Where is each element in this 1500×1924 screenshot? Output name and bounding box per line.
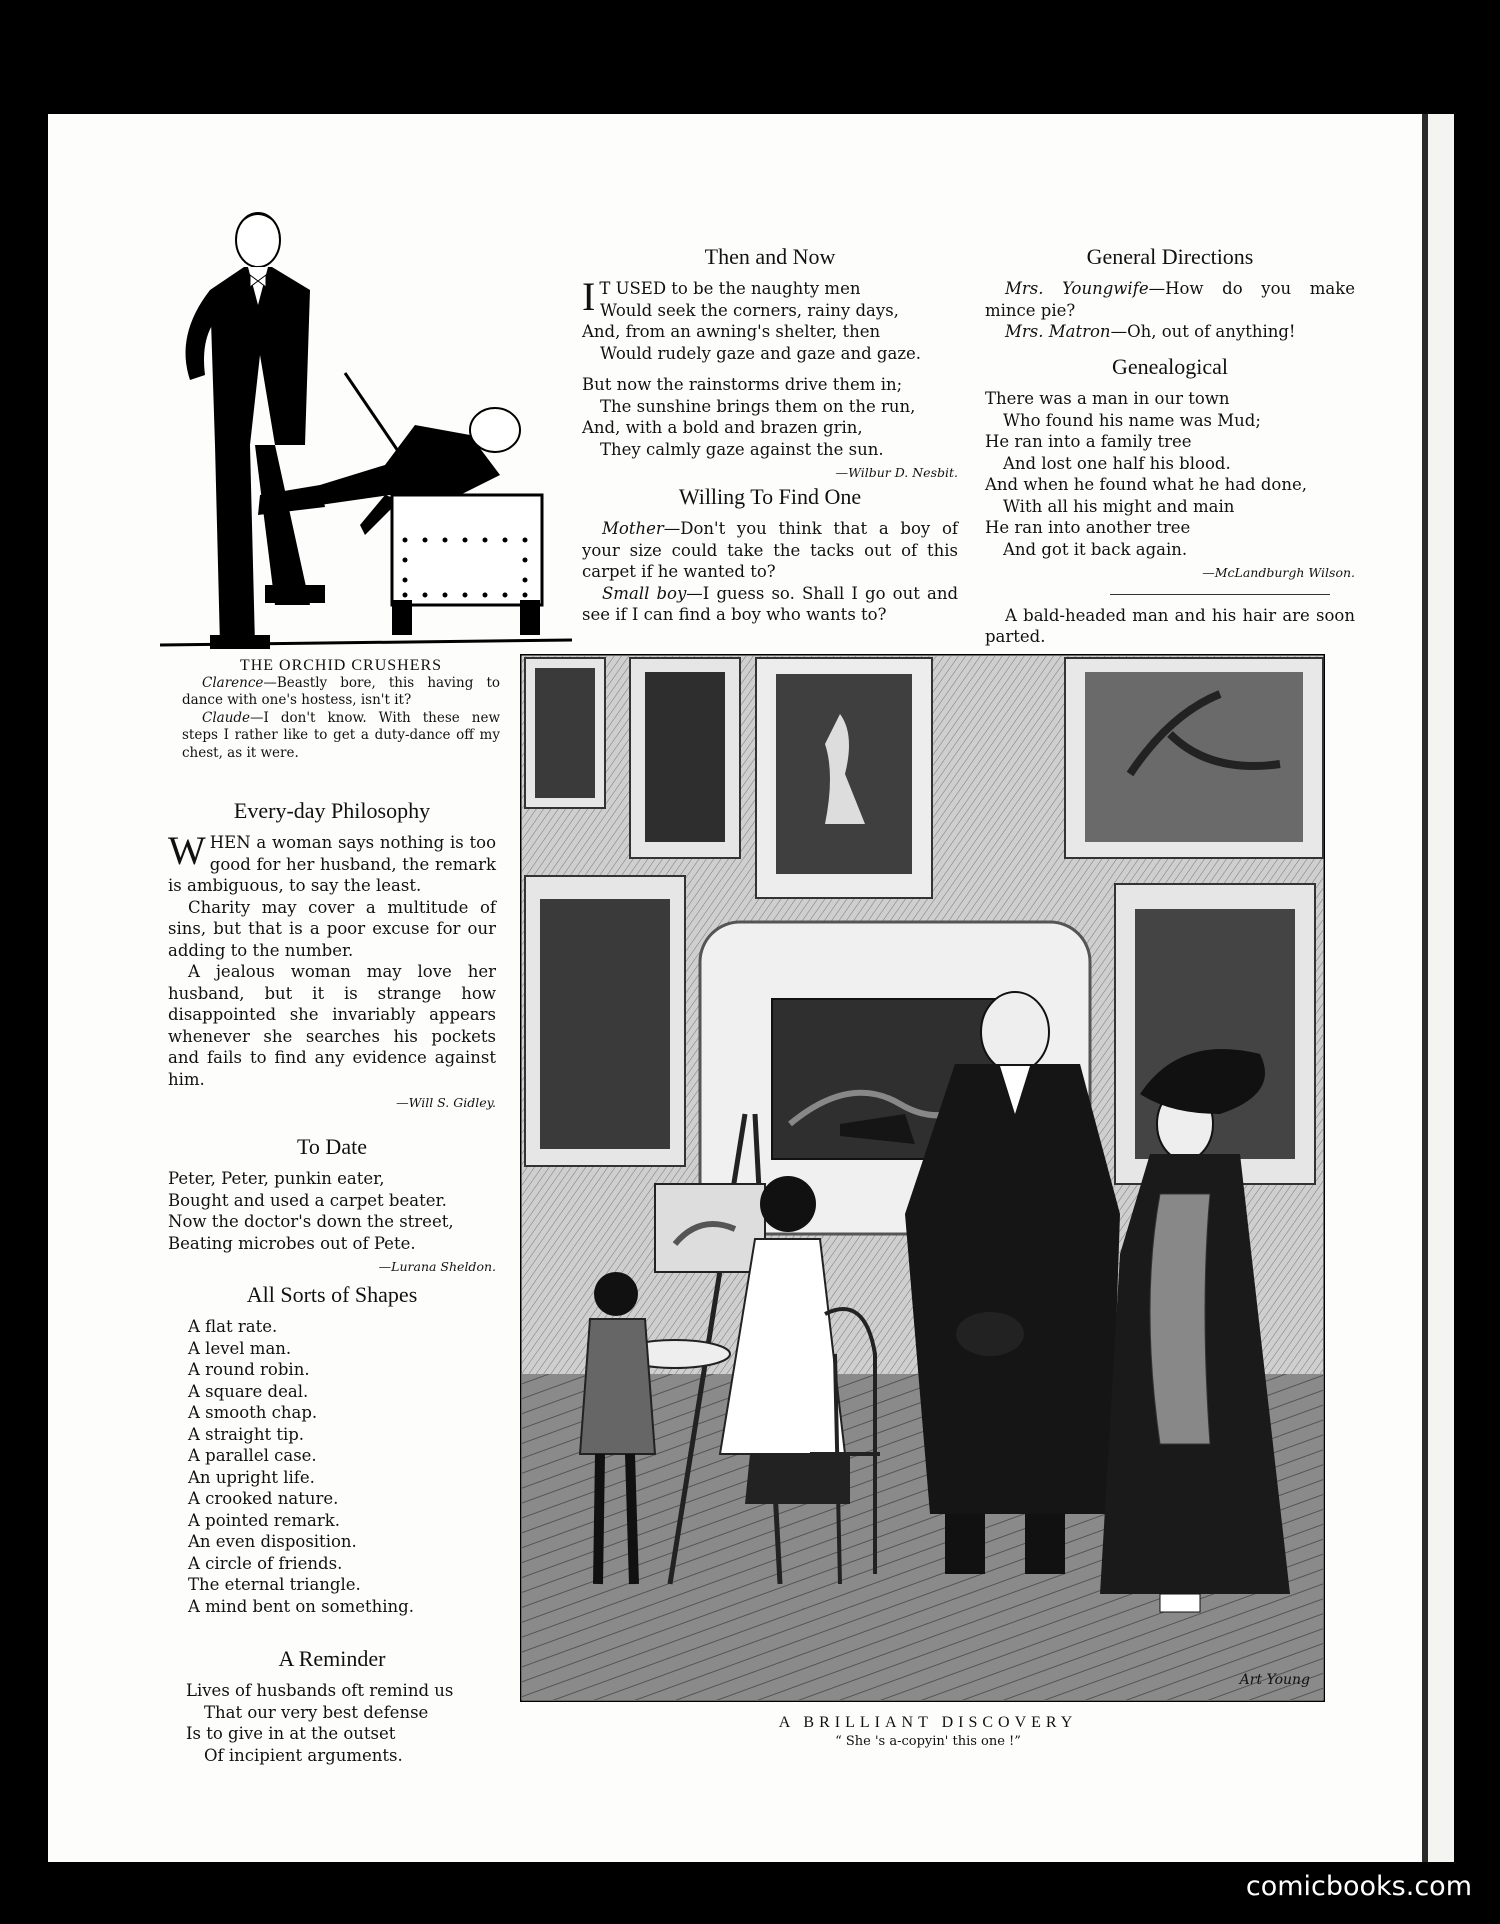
poem-line: That our very best defense [204,1702,429,1722]
speaker: Mrs. Matron [1005,322,1111,341]
to-date-poem [168,1134,496,1278]
watermark: comicbooks.com [1245,1871,1472,1902]
speaker: Clarence [202,674,264,691]
poem-title: A Reminder [278,1646,386,1671]
section-title: General Directions [1086,244,1254,269]
cartoon-title: A BRILLIANT DISCOVERY [778,1714,1078,1731]
author-credit: —Will S. Gidley. [396,1095,496,1110]
section-title: Willing To Find One [678,484,862,509]
list-item: An even disposition. [188,1532,357,1551]
section-title: Every-day Philosophy [233,798,431,823]
willing-to-find-one [582,484,958,626]
paragraph: HEN a woman says nothing is too good for her husband, the remark is ambiguous, to say the least. [168,833,496,895]
brilliant-discovery-cartoon [520,654,1325,1702]
list-item: A circle of friends. [188,1553,343,1573]
list-item: A straight tip. [188,1424,305,1444]
speaker: Mother [602,519,664,538]
dialogue-line: —Oh, out of anything! [1110,322,1296,341]
then-and-now-poem [582,244,958,484]
all-sorts-of-shapes [168,1282,496,1617]
poem-line: Beating microbes out of Pete. [168,1233,416,1253]
drop-cap: I [582,274,596,319]
poem-line: And lost one half his blood. [1003,453,1231,473]
poem-line: And got it back again. [1003,539,1188,559]
shapes-list [168,1316,496,1617]
next-page-edge [1428,114,1454,1862]
poem-line: Peter, Peter, punkin eater, [168,1169,385,1188]
poem-line: There was a man in our town [985,389,1230,408]
cartoon-caption [528,1714,1328,1749]
speaker: Small boy [602,583,687,603]
dialogue-line: —Beastly bore, this having to dance with one's hostess, isn't it? [182,674,500,708]
poem-title: To Date [297,1134,367,1159]
list-item: A square deal. [188,1381,309,1401]
poem-line: And when he found what he had done, [985,475,1307,494]
poem-line: He ran into another tree [985,518,1191,537]
poem-line: Now the doctor's down the street, [168,1212,454,1231]
poem-line: T USED to be the naughty men [599,279,861,298]
paragraph: A jealous woman may love her husband, but it is strange how disappointed she invariably appears whenever she searches his pockets and fails to find any evidence against him. [168,962,496,1089]
genealogical-poem [985,354,1355,648]
a-reminder-poem [168,1646,496,1766]
author-credit: —Lurana Sheldon. [378,1259,496,1274]
author-credit: —McLandburgh Wilson. [1202,565,1355,580]
poem-line: Would rudely gaze and gaze and gaze. [600,343,922,363]
artist-signature: Art Young [1239,1672,1310,1688]
poem-line: But now the rainstorms drive them in; [582,375,903,394]
orchid-crushers-illustration [160,195,572,650]
bald-headed-joke: A bald-headed man and his hair are soon parted. [985,605,1355,646]
poem-line: The sunshine brings them on the run, [600,396,916,416]
poem-line: Is to give in at the outset [186,1724,396,1743]
orchid-crushers-title: THE ORCHID CRUSHERS [239,657,443,674]
list-item: A pointed remark. [188,1510,341,1530]
section-title: All Sorts of Shapes [246,1282,418,1307]
every-day-philosophy [168,798,496,1114]
dialogue-line: —I guess so. Shall I go out and see if I can find a boy who wants to? [582,583,959,624]
list-item: A mind bent on something. [188,1596,414,1616]
poem-title: Then and Now [704,244,836,269]
general-directions [985,244,1355,343]
poem-line: And, with a bold and brazen grin, [582,418,863,437]
speaker: Claude [202,709,251,726]
poem-line: Of incipient arguments. [204,1745,403,1765]
divider-rule [1110,594,1330,595]
orchid-crushers-caption [182,657,500,762]
drop-cap: W [168,828,206,873]
poem-line: And, from an awning's shelter, then [582,322,881,341]
list-item: A round robin. [188,1360,310,1379]
list-item: A smooth chap. [188,1403,318,1422]
poem-line: Lives of husbands oft remind us [186,1681,454,1700]
poem-line: Who found his name was Mud; [1003,410,1261,430]
list-item: A parallel case. [188,1446,317,1465]
dialogue-line: —I don't know. With these new steps I rather like to get a duty-dance off my chest, as it were. [182,709,500,761]
poem-title: Genealogical [1111,354,1229,379]
list-item: An upright life. [188,1467,315,1487]
poem-line: They calmly gaze against the sun. [600,439,884,459]
poem-line: With all his might and main [1003,496,1235,516]
list-item: A crooked nature. [188,1489,339,1508]
list-item: A level man. [188,1338,292,1358]
author-credit: —Wilbur D. Nesbit. [835,465,958,480]
dialogue-line: —Don't you think that a boy of your size could take the tacks out of this carpet if he wanted to? [582,519,958,581]
poem-line: Bought and used a carpet beater. [168,1190,447,1210]
speaker: Mrs. Youngwife [1005,279,1149,298]
poem-line: Would seek the corners, rainy days, [600,300,899,320]
cartoon-subtitle: “ She 's a-copyin' this one !” [835,1734,1021,1749]
list-item: The eternal triangle. [188,1575,361,1594]
dialogue-line: —How do you make mince pie? [985,279,1355,320]
list-item: A flat rate. [188,1317,278,1336]
paragraph: Charity may cover a multitude of sins, but that is a poor excuse for our adding to the number. [168,897,496,960]
poem-line: He ran into a family tree [985,432,1192,451]
